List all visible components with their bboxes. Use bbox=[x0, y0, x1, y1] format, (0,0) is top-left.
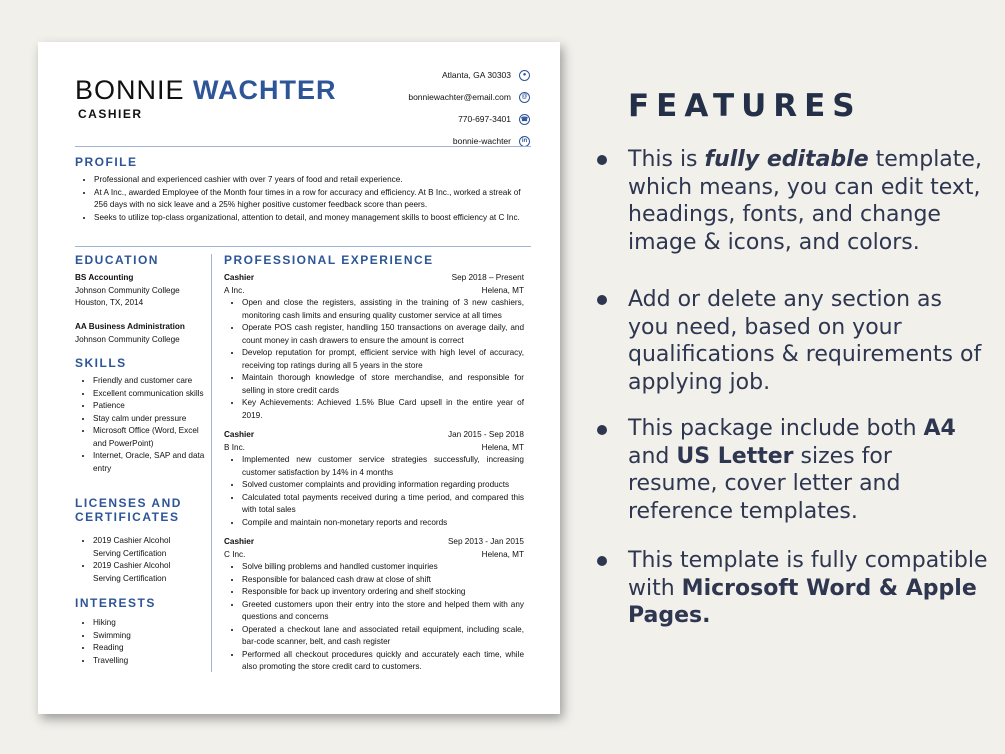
feature-item: This template is fully compatible with Microsoft Word & Apple Pages. bbox=[628, 548, 988, 628]
skill-item: • Excellent communication skills bbox=[93, 388, 210, 401]
job-entry: Cashier Sep 2013 - Jan 2015 C Inc. Helena, MT • Solve billing problems and handled customer inquiries • Responsible for balanced cash draw at close of shift • Responsible for back up inventory ordering and shelf stocking • Greeted customers upon their entry into the store and helped them with any questions and concerns • Operated a checkout lane and associated retail equipment, including scale, bar-code scanner, belt, and cash register • Performed all checkout procedures quickly and accurately each time, while also promoting the store credit card to customers. bbox=[224, 536, 524, 674]
interest-item: • Swimming bbox=[93, 630, 195, 643]
education-heading: EDUCATION bbox=[75, 253, 159, 267]
skill-item: • Patience bbox=[93, 400, 210, 413]
job-item: • Greeted customers upon their entry into the store and helped them with any questions and concerns bbox=[242, 599, 524, 624]
feature-item: This is fully editable template, which means, you can edit text, headings, fonts, and change image & icons, and colors. bbox=[628, 147, 982, 255]
skill-item: • Microsoft Office (Word, Excel and PowerPoint) bbox=[93, 425, 210, 450]
profile-item: • At A Inc., awarded Employee of the Month four times in a row for accuracy and efficiency. At B Inc., worked a streak of 256 days with no sick leave and a 25% higher positive customer feedback score than peers. bbox=[94, 187, 526, 212]
contact-block bbox=[408, 64, 530, 152]
job-item: • Solve billing problems and handled customer inquiries bbox=[242, 561, 524, 574]
profile-divider bbox=[75, 246, 531, 247]
job-item: • Calculated total payments received during a time period, and compared this with total sales bbox=[242, 492, 524, 517]
job-item: • Operated a checkout lane and associated retail equipment, including scale, bar-code scanner, belt, and cash register bbox=[242, 624, 524, 649]
phone-icon: ☎ bbox=[519, 114, 530, 125]
job-entry: Cashier Jan 2015 - Sep 2018 B Inc. Helena, MT • Implemented new customer service strategies successfully, increasing customer satisfaction by 14% in 4 months • Solved customer complaints and providing information regarding products • Calculated total payments received during a time period, and compared this with total sales • Compile and maintain non-monetary reports and records bbox=[224, 429, 524, 529]
licenses-heading: LICENSES AND CERTIFICATES bbox=[75, 496, 182, 524]
profile-list bbox=[76, 174, 526, 224]
job-item: • Maintain thorough knowledge of store merchandise, and responsible for selling in store credit cards bbox=[242, 372, 524, 397]
interest-item: • Hiking bbox=[93, 617, 195, 630]
skill-item: • Stay calm under pressure bbox=[93, 413, 210, 426]
experience-heading: PROFESSIONAL EXPERIENCE bbox=[224, 253, 434, 267]
job-entry: Cashier Sep 2018 – Present A Inc. Helena, MT • Open and close the registers, assisting in the training of 3 new cashiers, monitoring cash limits and ensuring quality customer service at all times • Operate POS cash register, handling 150 transactions on average daily, and count money in cash drawers to ensure the amount is correct • Develop reputation for prompt, efficient service with high level of accuracy, receiving top ratings during all 5 years in the store • Maintain thorough knowledge of store merchandise, and responsible for selling in store credit cards • Key Achievements: Achieved 1.5% Blue Card upsell in the entire year of 2019. bbox=[224, 272, 524, 422]
header-divider bbox=[75, 146, 531, 147]
job-item: • Performed all checkout procedures quickly and accurately each time, while also promoting the store credit card to customers. bbox=[242, 649, 524, 674]
education-entry: BS Accounting Johnson Community College Houston, TX, 2014 bbox=[75, 273, 180, 307]
bullet-icon bbox=[597, 155, 607, 165]
email-icon: @ bbox=[519, 92, 530, 103]
license-item: • 2019 Cashier Alcohol Serving Certification bbox=[93, 560, 195, 585]
interest-item: • Travelling bbox=[93, 655, 195, 668]
interests-heading: INTERESTS bbox=[75, 596, 156, 610]
bullet-icon bbox=[597, 425, 607, 435]
resume-job-title: CASHIER bbox=[78, 107, 143, 121]
contact-phone: 770-697-3401 ☎ bbox=[458, 114, 529, 124]
resume-page bbox=[38, 42, 560, 714]
skill-item: • Internet, Oracle, SAP and data entry bbox=[93, 450, 210, 475]
job-item: • Develop reputation for prompt, efficient service with high level of accuracy, receiving top ratings during all 5 years in the store bbox=[242, 347, 524, 372]
contact-email: bonniewachter@email.com @ bbox=[408, 86, 530, 108]
license-item: • 2019 Cashier Alcohol Serving Certification bbox=[93, 535, 195, 560]
profile-item: • Seeks to utilize top-class organizational, attention to detail, and money management skills to boost efficiency at C Inc. bbox=[94, 212, 526, 225]
job-item: • Responsible for balanced cash draw at close of shift bbox=[242, 574, 524, 587]
features-title: FEATURES bbox=[628, 88, 862, 124]
job-item: • Operate POS cash register, handling 150 transactions on average daily, and count money in cash drawers to ensure the amount is correct bbox=[242, 322, 524, 347]
job-item: • Solved customer complaints and providing information regarding products bbox=[242, 479, 524, 492]
skills-heading: SKILLS bbox=[75, 356, 127, 370]
profile-heading: PROFILE bbox=[75, 155, 138, 169]
job-item: • Implemented new customer service strategies successfully, increasing customer satisfaction by 14% in 4 months bbox=[242, 454, 524, 479]
contact-location: Atlanta, GA 30303 ● bbox=[408, 64, 530, 86]
job-item: • Compile and maintain non-monetary reports and records bbox=[242, 517, 524, 530]
resume-name bbox=[75, 75, 337, 105]
linkedin-icon: in bbox=[519, 136, 530, 147]
job-item: • Open and close the registers, assisting in the training of 3 new cashiers, monitoring cash limits and ensuring quality customer service at all times bbox=[242, 297, 524, 322]
job-item: • Key Achievements: Achieved 1.5% Blue Card upsell in the entire year of 2019. bbox=[242, 397, 524, 422]
skill-item: • Friendly and customer care bbox=[93, 375, 210, 388]
last-name: WACHTER bbox=[193, 75, 337, 105]
location-icon: ● bbox=[519, 70, 530, 81]
column-divider bbox=[211, 254, 212, 672]
interest-item: • Reading bbox=[93, 642, 195, 655]
feature-item: This package include both A4 and US Letter sizes for resume, cover letter and reference templates. bbox=[628, 416, 956, 524]
licenses-list bbox=[75, 535, 195, 585]
profile-item: • Professional and experienced cashier with over 7 years of food and retail experience. bbox=[94, 174, 526, 187]
skills-list bbox=[75, 375, 210, 475]
feature-item: Add or delete any section as you need, based on your qualifications & requirements of applying job. bbox=[628, 287, 982, 395]
education-entry: AA Business Administration Johnson Community College bbox=[75, 322, 185, 344]
job-item: • Responsible for back up inventory ordering and shelf stocking bbox=[242, 586, 524, 599]
bullet-icon bbox=[597, 295, 607, 305]
interests-list bbox=[75, 617, 195, 667]
bullet-icon bbox=[597, 556, 607, 566]
contact-linkedin: bonnie-wachter in bbox=[408, 130, 530, 152]
first-name: BONNIE bbox=[75, 75, 185, 105]
